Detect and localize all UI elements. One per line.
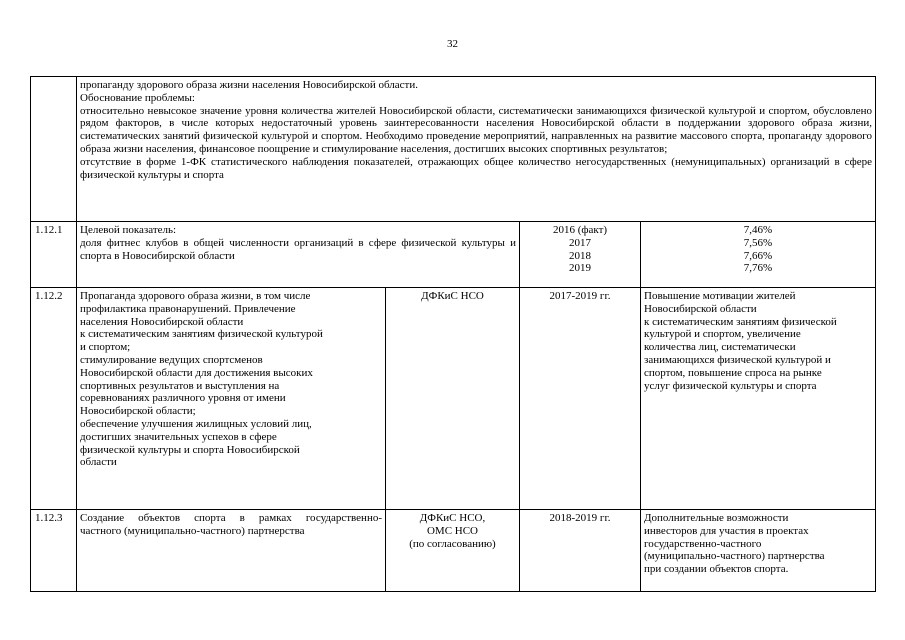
row-number: 1.12.2 [31,288,77,510]
intro-paragraph: отсутствие в форме 1-ФК статистического наблюдения показателей, отражающих общее количество негосударственных (немуниципальных) организаций в сфере физической культуры и спорта [80,155,873,181]
result-line: культурой и спортом, увеличение [644,328,801,341]
measure-line: Новосибирской области; [80,405,196,418]
result-cell [641,510,876,592]
result-line: услуг физической культуры и спорта [644,379,817,392]
result-line: к систематическим занятиям физической [644,315,837,328]
intro-number-cell [31,77,77,222]
result-line: спортом, повышение спроса на рынке [644,366,822,379]
values-cell [641,222,876,288]
result-line: занимающихся физической культурой и [644,353,831,366]
measure-line: спортивных результатов и выступления на [80,379,280,392]
result-line: Новосибирской области [644,302,757,315]
years-cell [520,222,641,288]
executor: ДФКиС НСО, [419,512,486,524]
table-row [31,288,876,510]
period: 2017-2019 гг. [549,290,611,302]
measure-cell [77,510,386,592]
measure-line: Новосибирской области для достижения высоких [80,366,313,379]
measure-line: профилактика правонарушений. Привлечение [80,302,296,315]
measure-cell [77,288,386,510]
year: 2019 [569,262,591,275]
result-line: Дополнительные возможности [644,512,789,524]
value: 7,66% [743,249,773,262]
row-number: 1.12.3 [31,510,77,592]
indicator-cell [77,222,520,288]
result-line: (муниципально-частного) партнерства [644,550,825,563]
intro-text-cell [77,77,876,222]
measure-line: достигших значительных успехов в сфере [80,430,277,443]
intro-row [31,77,876,222]
year: 2017 [569,236,591,249]
measure-line: области [80,456,117,469]
period: 2018-2019 гг. [549,512,611,524]
executor-cell [386,288,520,510]
result-line: Повышение мотивации жителей [644,290,796,302]
measure-line: стимулирование ведущих спортсменов [80,353,263,366]
period-cell [520,510,641,592]
executor: (по согласованию) [409,537,496,550]
result-line: государственно-частного [644,537,762,550]
intro-line: пропаганду здорового образа жизни населения Новосибирской области. [80,79,418,91]
executor: ДФКиС НСО [421,290,484,302]
indicator-title: Целевой показатель: [80,224,177,236]
result-cell [641,288,876,510]
measures-table [30,76,876,592]
page-number: 32 [447,38,458,50]
measure-line: населения Новосибирской области [80,315,244,328]
measure-line: физической культуры и спорта Новосибирской [80,443,300,456]
result-line: инвесторов для участия в проектах [644,524,809,537]
year: 2016 (факт) [552,224,608,236]
year: 2018 [569,249,591,262]
executor: ОМС НСО [426,524,479,537]
row-number: 1.12.1 [31,222,77,288]
measure-line: Создание объектов спорта в рамках государственно- [80,512,382,524]
result-line: при создании объектов спорта. [644,563,789,576]
table-row [31,510,876,592]
executor-cell [386,510,520,592]
intro-heading: Обоснование проблемы: [80,91,195,104]
measure-line: обеспечение улучшения жилищных условий лиц, [80,417,312,430]
result-line: количества лиц, систематически [644,341,796,354]
measure-line: к систематическим занятиям физической культурой [80,328,323,341]
value: 7,56% [743,236,773,249]
indicator-description: доля фитнес клубов в общей численности организаций в сфере физической культуры и спорта в Новосибирской области [80,236,516,262]
measure-line: Пропаганда здорового образа жизни, в том числе [80,290,311,302]
value: 7,76% [743,262,773,275]
measure-line: и спортом; [80,341,131,354]
period-cell [520,288,641,510]
measure-line: частного (муниципально-частного) партнерства [80,524,305,537]
intro-paragraph: относительно невысокое значение уровня количества жителей Новосибирской области, систематически занимающихся физической культурой и спортом, обусловлено рядом факторов, в числе которых недостаточный уровень заинтересованности населения Новосибирской области в поддержании здорового образа жизни, систематических занятий физической культурой и спортом. Необходимо проведение мероприятий, направленных на развитие массового спорта, пропаганду здорового образа жизни населения, финансовое поощрение и стимулирование населения, достигших высоких спортивных результатов; [80,104,873,155]
value: 7,46% [743,224,773,236]
measure-line: соревнованиях различного уровня от имени [80,392,286,405]
table-row [31,222,876,288]
